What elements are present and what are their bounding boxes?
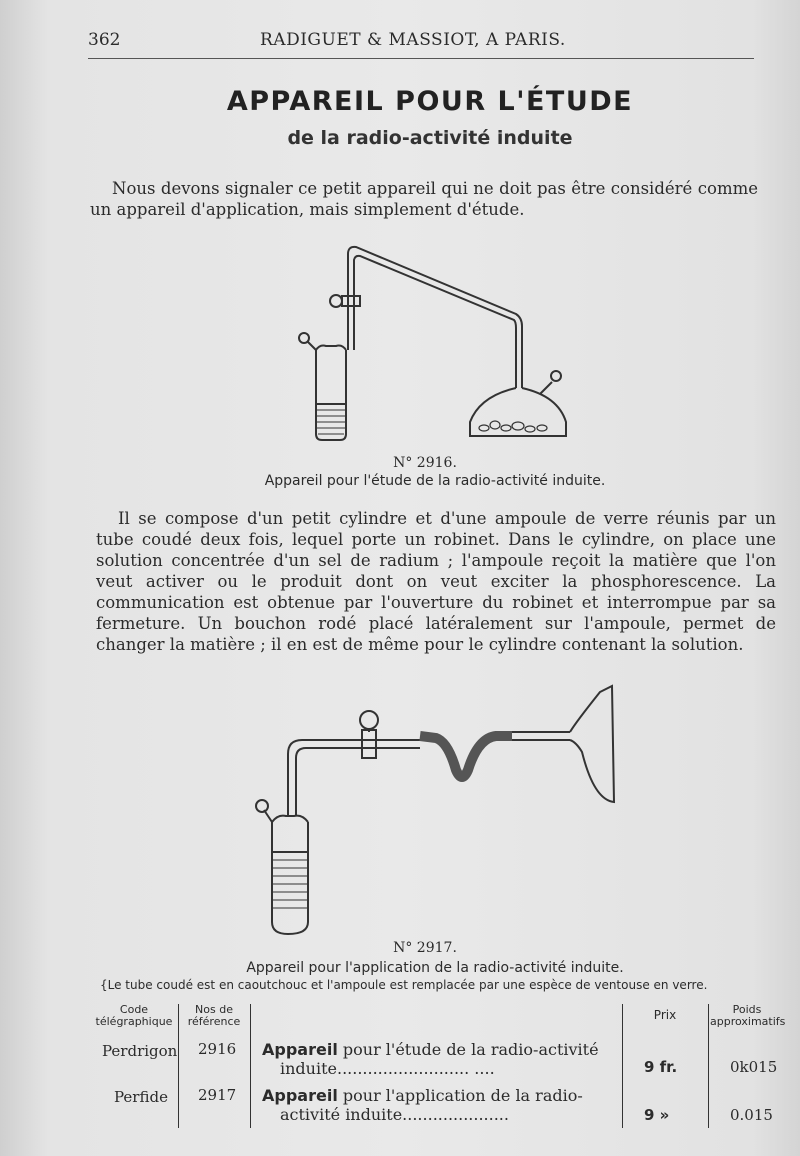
table-divider — [178, 1004, 179, 1128]
row-ref: 2917 — [198, 1086, 237, 1104]
header-code: Code télégraphique — [95, 1003, 173, 1028]
row-price: 9 fr. — [644, 1058, 678, 1076]
figure-2917-caption: Appareil pour l'application de la radio-activité induite. — [246, 960, 624, 976]
figure-2916-illustration — [290, 238, 580, 448]
row-code: Perdrigon — [102, 1042, 178, 1060]
row-ref: 2916 — [198, 1040, 237, 1058]
section-subtitle: de la radio-activité induite — [287, 127, 573, 149]
header-reference: Nos de référence — [187, 1003, 241, 1028]
row-weight: 0.015 — [730, 1106, 773, 1124]
figure-2916-caption: Appareil pour l'étude de la radio-activité induite. — [264, 473, 606, 489]
row-price: 9 » — [644, 1106, 670, 1124]
description-paragraph: Il se compose d'un petit cylindre et d'une ampoule de verre réunis par un tube coudé deux fois, lequel porte un robinet. Dans le cylindre, on place une solution concentrée d'un sel de radium ; l'ampoule reçoit la matière que l'on veut activer ou le produit dont on veut exciter la phosphorescence. La communication est obtenue par l'ouverture du robinet et interrompue par sa fermeture. Un bouchon rodé placé latéralement sur l'ampoule, permet de changer la matière ; il en est de même pour le cylindre contenant la solution. — [96, 509, 776, 654]
row-description: Appareil pour l'application de la radio- activité induite..................... — [262, 1086, 583, 1124]
figure-2916-number: N° 2916. — [393, 455, 457, 471]
row-code: Perfide — [114, 1088, 168, 1106]
row-weight: 0k015 — [730, 1058, 778, 1076]
page-number: 362 — [88, 30, 121, 50]
header-price: Prix — [653, 1008, 677, 1022]
table-divider — [708, 1004, 709, 1128]
table-divider — [250, 1004, 251, 1128]
figure-2917-illustration — [250, 682, 630, 942]
figure-2917-number: N° 2917. — [393, 940, 457, 956]
price-table — [90, 1000, 786, 1132]
figure-2917-note: {Le tube coudé est en caoutchouc et l'ampoule est remplacée par une espèce de ventouse en verre. — [100, 978, 708, 992]
header-rule — [88, 58, 754, 59]
row-description: Appareil pour l'étude de la radio-activité induite.......................... .... — [262, 1040, 599, 1078]
running-header: RADIGUET & MASSIOT, A PARIS. — [260, 30, 566, 50]
header-weight: Poids approximatifs — [710, 1003, 786, 1028]
section-title: APPAREIL POUR L'ÉTUDE — [226, 86, 634, 117]
table-divider — [622, 1004, 623, 1128]
intro-paragraph: Nous devons signaler ce petit appareil qui ne doit pas être considéré comme un appareil d'application, mais simplement d'étude. — [90, 179, 758, 219]
